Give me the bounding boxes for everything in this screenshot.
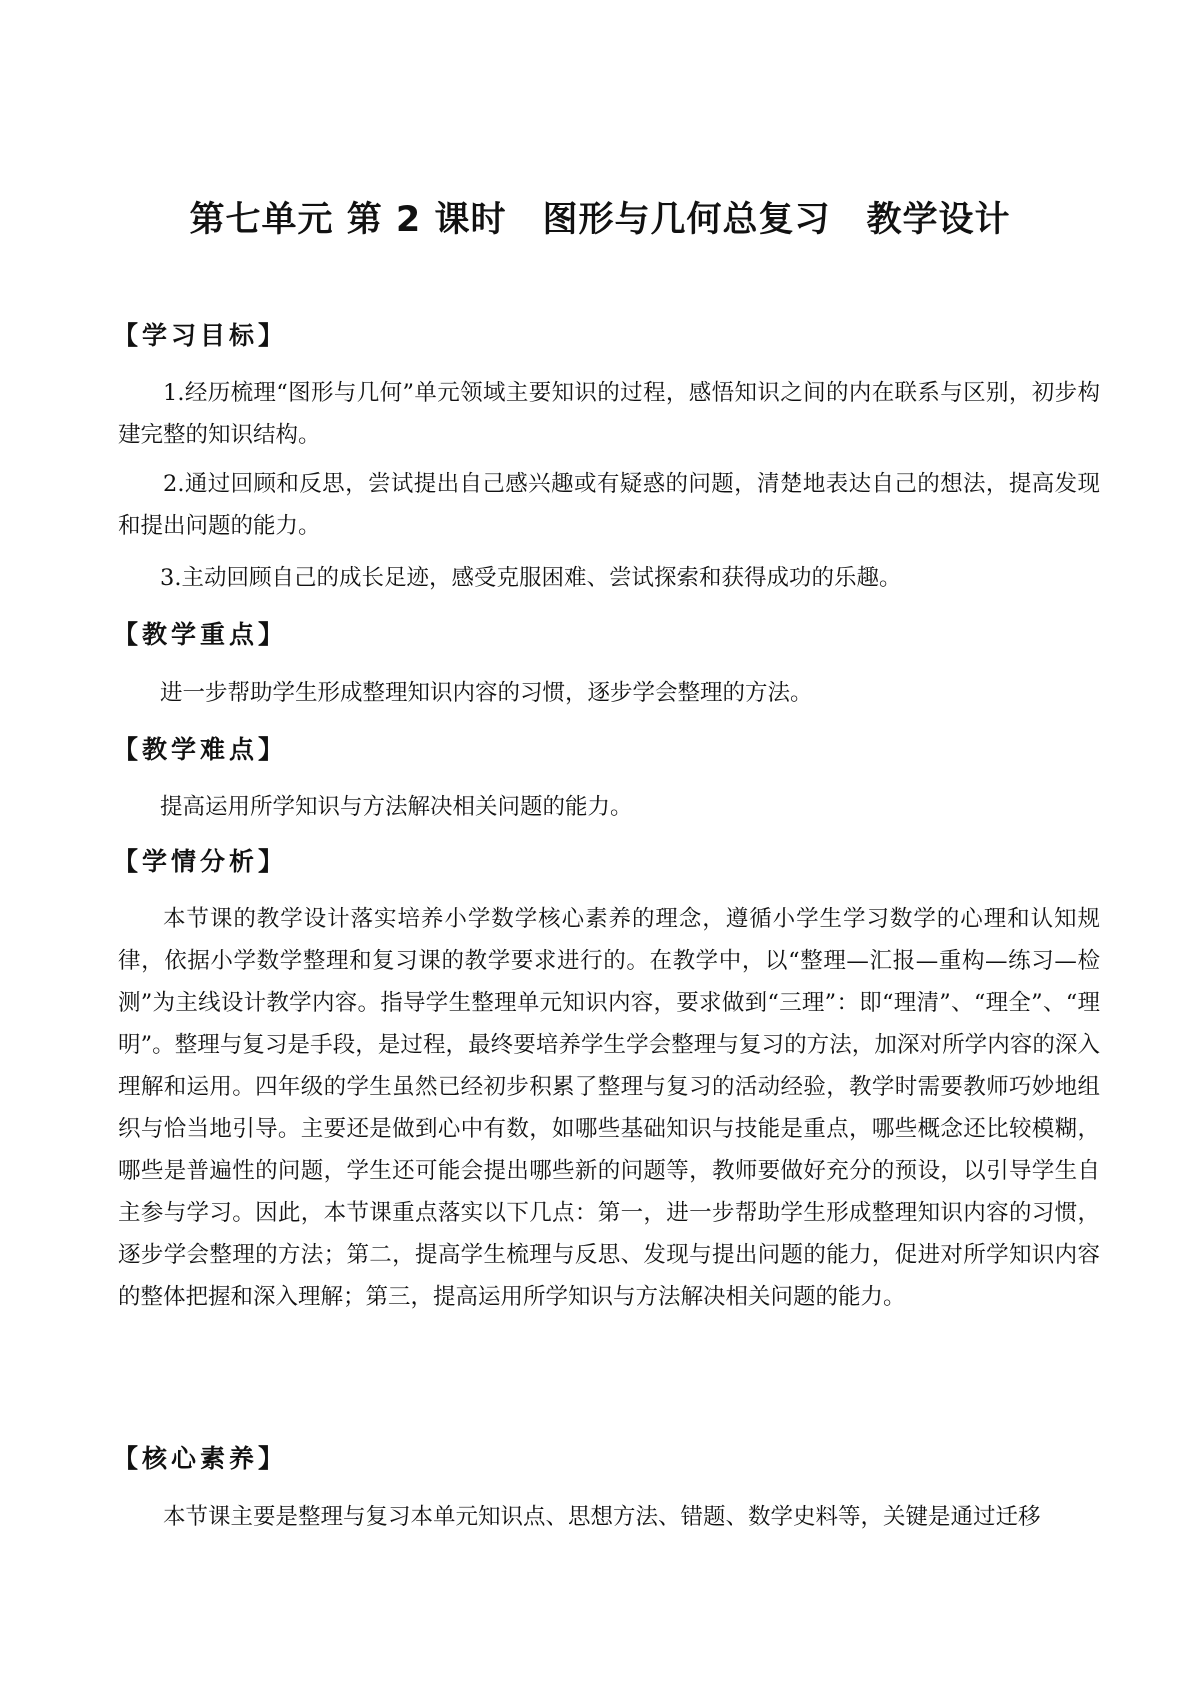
heading-key-points: 【教学重点】 (113, 620, 288, 649)
heading-objectives: 【学习目标】 (113, 321, 288, 350)
heading-analysis: 【学情分析】 (113, 847, 288, 876)
analysis-text: 本节课的教学设计落实培养小学数学核心素养的理念，遵循小学生学习数学的心理和认知规律，依据小学数学整理和复习课的教学要求进行的。在教学中，以“整理—汇报—重构—练习—检测”为主线设计教学内容。指导学生整理单元知识内容，要求做到“三理”：即“理清”、“理全”、“理明”。整理与复习是手段，是过程，最终要培养学生学会整理与复习的方法，加深对所学内容的深入理解和运用。四年级的学生虽然已经初步积累了整理与复习的活动经验，教学时需要教师巧妙地组织与恰当地引导。主要还是做到心中有数，如哪些基础知识与技能是重点，哪些概念还比较模糊，哪些是普遍性的问题，学生还可能会提出哪些新的问题等，教师要做好充分的预设，以引导学生自主参与学习。因此，本节课重点落实以下几点：第一，进一步帮助学生形成整理知识内容的习惯，逐步学会整理的方法；第二，提高学生梳理与反思、发现与提出问题的能力，促进对所学知识内容的整体把握和深入理解；第三，提高运用所学知识与方法解决相关问题的能力。 (118, 906, 1100, 1310)
heading-difficulties: 【教学难点】 (113, 735, 288, 764)
page-title: 第七单元 第 2 课时 图形与几何总复习 教学设计 (189, 200, 1011, 240)
objective-item-3: 3.主动回顾自己的成长足迹，感受克服困难、尝试探索和获得成功的乐趣。 (160, 565, 902, 591)
heading-core-literacy: 【核心素养】 (113, 1444, 288, 1473)
objective-item-1: 1.经历梳理“图形与几何”单元领域主要知识的过程，感悟知识之间的内在联系与区别，初步构建完整的知识结构。 (118, 380, 1100, 448)
core-literacy-text: 本节课主要是整理与复习本单元知识点、思想方法、错题、数学史料等，关键是通过迁移 (163, 1504, 1041, 1530)
key-points-text: 进一步帮助学生形成整理知识内容的习惯，逐步学会整理的方法。 (160, 680, 813, 706)
difficulties-text: 提高运用所学知识与方法解决相关问题的能力。 (160, 794, 633, 820)
objective-item-2: 2.通过回顾和反思，尝试提出自己感兴趣或有疑惑的问题，清楚地表达自己的想法，提高发现和提出问题的能力。 (118, 471, 1100, 539)
